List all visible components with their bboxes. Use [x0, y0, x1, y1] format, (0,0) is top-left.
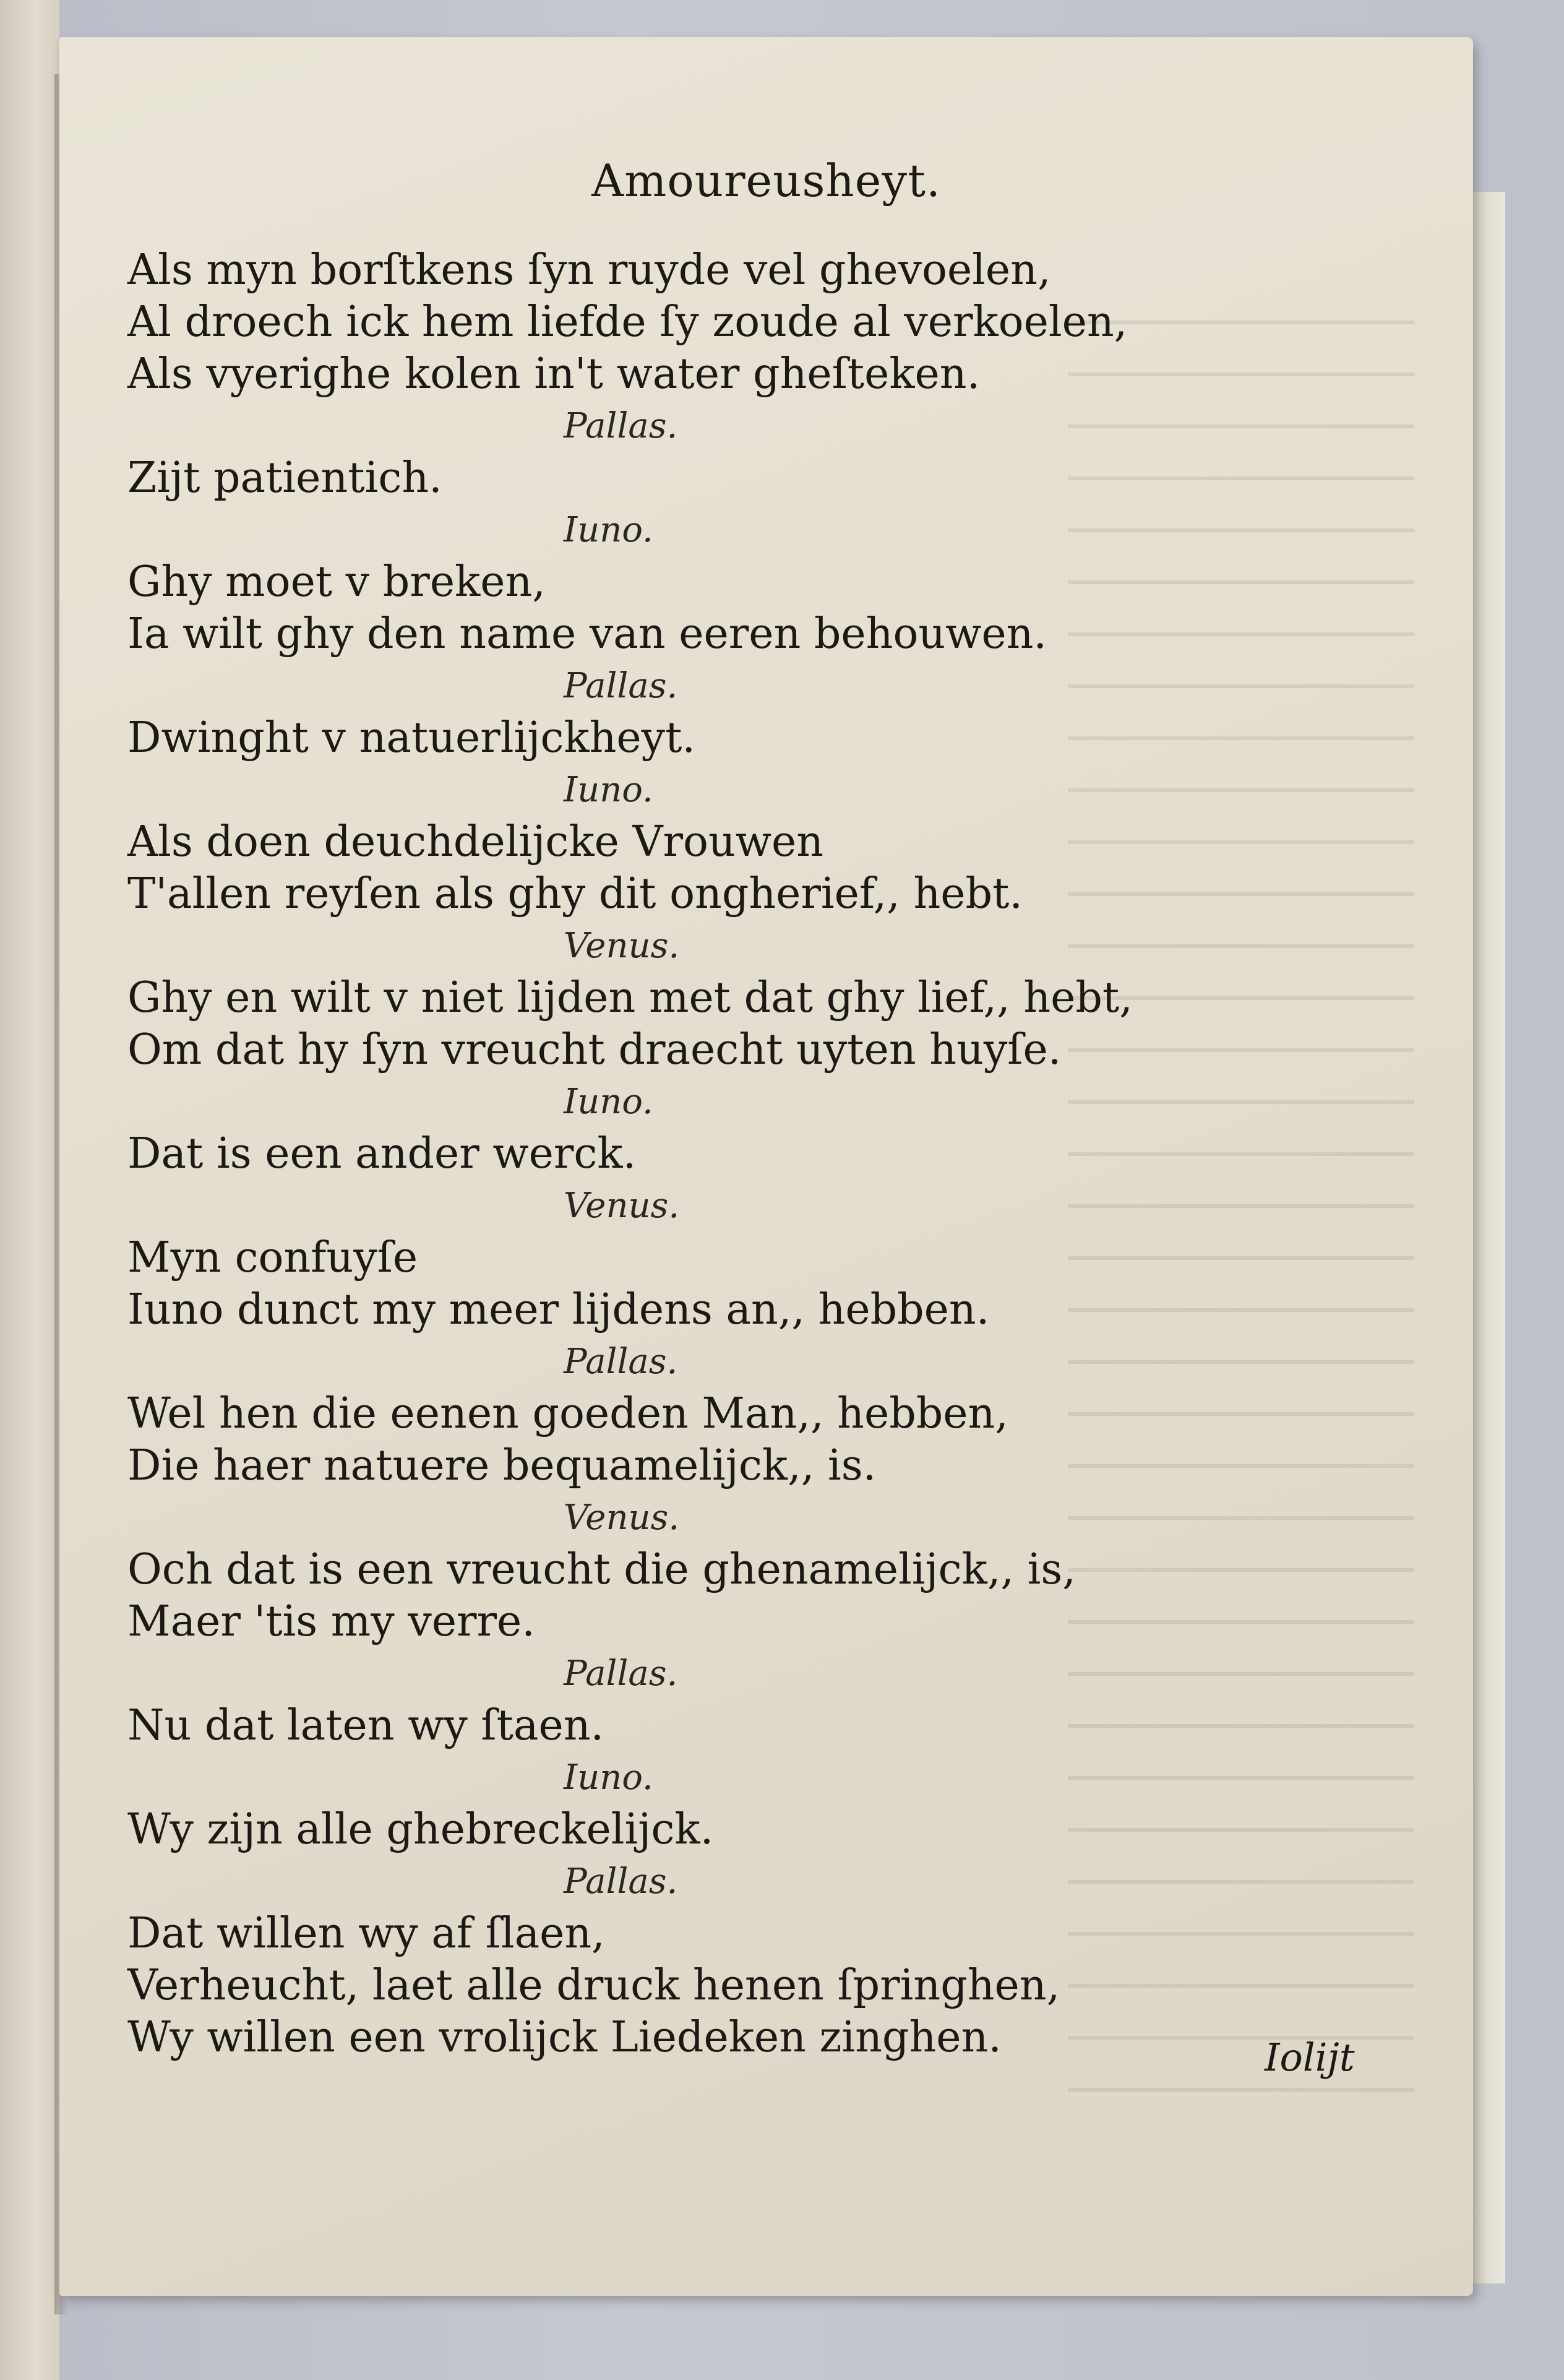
verse-line: Iuno dunct my meer lijdens an,, hebben. — [127, 1285, 990, 1334]
verse-line: Dat willen wy af ſlaen, — [127, 1909, 605, 1958]
verse-line: Al droech ick hem liefde ſy zoude al verkoelen, — [127, 298, 1128, 347]
verse-line: Ia wilt ghy den name van eeren behouwen. — [127, 610, 1047, 658]
verse-line: Myn confuyſe — [127, 1233, 418, 1282]
verse-line: Verheucht, laet alle druck henen ſpringhen, — [127, 1961, 1060, 2010]
speaker-name: Iuno. — [564, 770, 653, 810]
page-stack-edge — [1470, 192, 1505, 2283]
verse-line: Als vyerighe kolen in't water gheſteken. — [127, 350, 981, 399]
speaker-name: Venus. — [564, 1186, 680, 1226]
catchword: Iolijt — [1265, 2035, 1355, 2080]
speaker-name: Venus. — [564, 926, 680, 966]
verse-line: Maer 'tis my verre. — [127, 1597, 535, 1646]
verse-line: Och dat is een vreucht die ghenamelijck,, is, — [127, 1545, 1076, 1594]
verse-line: Zijt patientich. — [127, 454, 442, 502]
verse-line: Als doen deuchdelijcke Vrouwen — [127, 817, 824, 866]
verse-line: Om dat hy ſyn vreucht draecht uyten huyſe. — [127, 1025, 1062, 1074]
verse-line: Wel hen die eenen goeden Man,, hebben, — [127, 1389, 1008, 1438]
book-page — [59, 37, 1473, 2296]
speaker-name: Pallas. — [564, 666, 678, 706]
verse-line: T'allen reyſen als ghy dit ongherief,, hebt. — [127, 869, 1023, 918]
speaker-name: Iuno. — [564, 510, 653, 550]
verse-line: Als myn borſtkens ſyn ruyde vel ghevoelen, — [127, 246, 1051, 295]
verse-line: Wy willen een vrolijck Liedeken zinghen. — [127, 2013, 1002, 2062]
speaker-name: Pallas. — [564, 406, 678, 446]
verse-line: Ghy en wilt v niet lijden met dat ghy lief,, hebt, — [127, 973, 1133, 1022]
speaker-name: Pallas. — [564, 1342, 678, 1382]
speaker-name: Pallas. — [564, 1861, 678, 1902]
verse-line: Wy zijn alle ghebreckelijck. — [127, 1805, 714, 1854]
page-text — [127, 244, 1427, 2064]
speaker-name: Iuno. — [564, 1082, 653, 1122]
speaker-name: Iuno. — [564, 1757, 653, 1798]
running-title: Amoureusheyt. — [591, 155, 941, 207]
verse-line: Die haer natuere bequamelijck,, is. — [127, 1441, 877, 1490]
verse-line: Dwinght v natuerlijckheyt. — [127, 714, 696, 762]
speaker-name: Pallas. — [564, 1653, 678, 1694]
speaker-name: Venus. — [564, 1498, 680, 1538]
verse-line: Ghy moet v breken, — [127, 558, 546, 606]
facing-page-edge — [0, 0, 59, 2380]
verse-line: Nu dat laten wy ſtaen. — [127, 1701, 604, 1750]
verse-line: Dat is een ander werck. — [127, 1129, 637, 1178]
